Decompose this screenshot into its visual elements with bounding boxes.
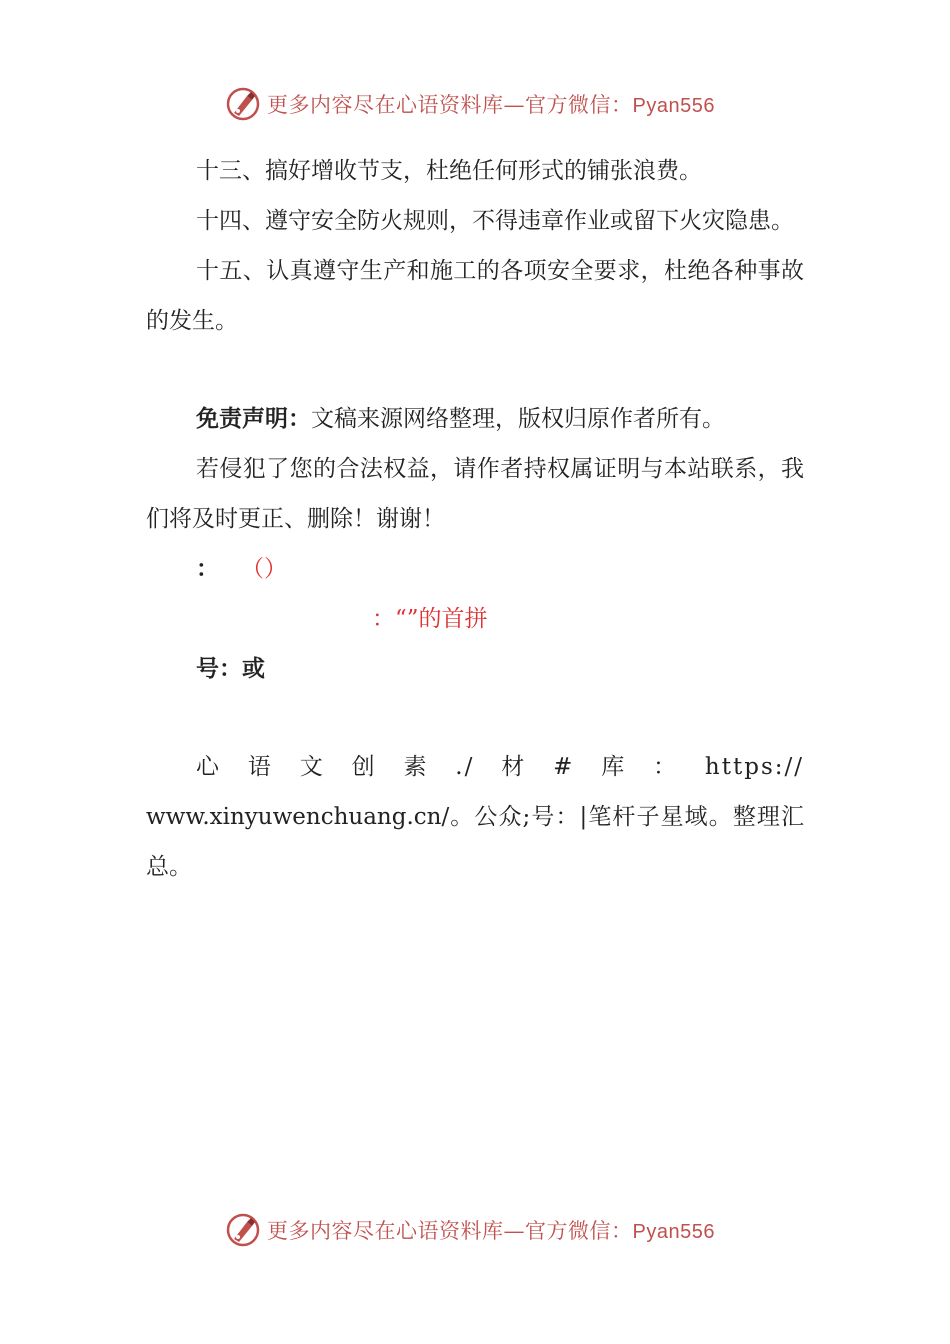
source-line-1: 心语文创素./材#库：https:// <box>196 754 804 780</box>
header-banner <box>0 84 950 124</box>
paragraph-item-15: 十五、认真遵守生产和施工的各项安全要求，杜绝各种事故的发生。 <box>146 258 804 334</box>
colon-line: ： （） <box>196 556 287 582</box>
footer-banner <box>0 1210 950 1250</box>
document-body <box>146 146 804 892</box>
disclaimer-label: 免责声明： <box>196 406 311 432</box>
source-line-2: www.xinyuwenchuang.cn/。公众;号：|笔杆子星域。整理汇总。 <box>146 804 804 880</box>
header-banner-text: 更多内容尽在心语资料库—官方微信：Pyan556 <box>267 93 715 117</box>
pen-logo-icon <box>225 1212 261 1248</box>
red-brackets: （） <box>240 556 287 582</box>
contact-paragraph: 若侵犯了您的合法权益，请作者持权属证明与本站联系，我们将及时更正、删除！谢谢！ <box>146 456 804 532</box>
wechat-id: Pyan556 <box>632 95 715 117</box>
paragraph-item-14: 十四、遵守安全防火规则，不得违章作业或留下火灾隐患。 <box>196 208 794 234</box>
paragraph-item-13: 十三、搞好增收节支，杜绝任何形式的铺张浪费。 <box>196 158 702 184</box>
disclaimer-text: 文稿来源网络整理，版权归原作者所有。 <box>311 406 725 432</box>
disclaimer-paragraph <box>146 394 804 444</box>
hao-line: 号：或 <box>196 656 265 682</box>
pen-logo-icon <box>225 86 261 122</box>
footer-banner-text: 更多内容尽在心语资料库—官方微信：Pyan556 <box>267 1219 715 1243</box>
pinyin-line: ：“”的首拼 <box>372 606 488 632</box>
wechat-id: Pyan556 <box>632 1221 715 1243</box>
